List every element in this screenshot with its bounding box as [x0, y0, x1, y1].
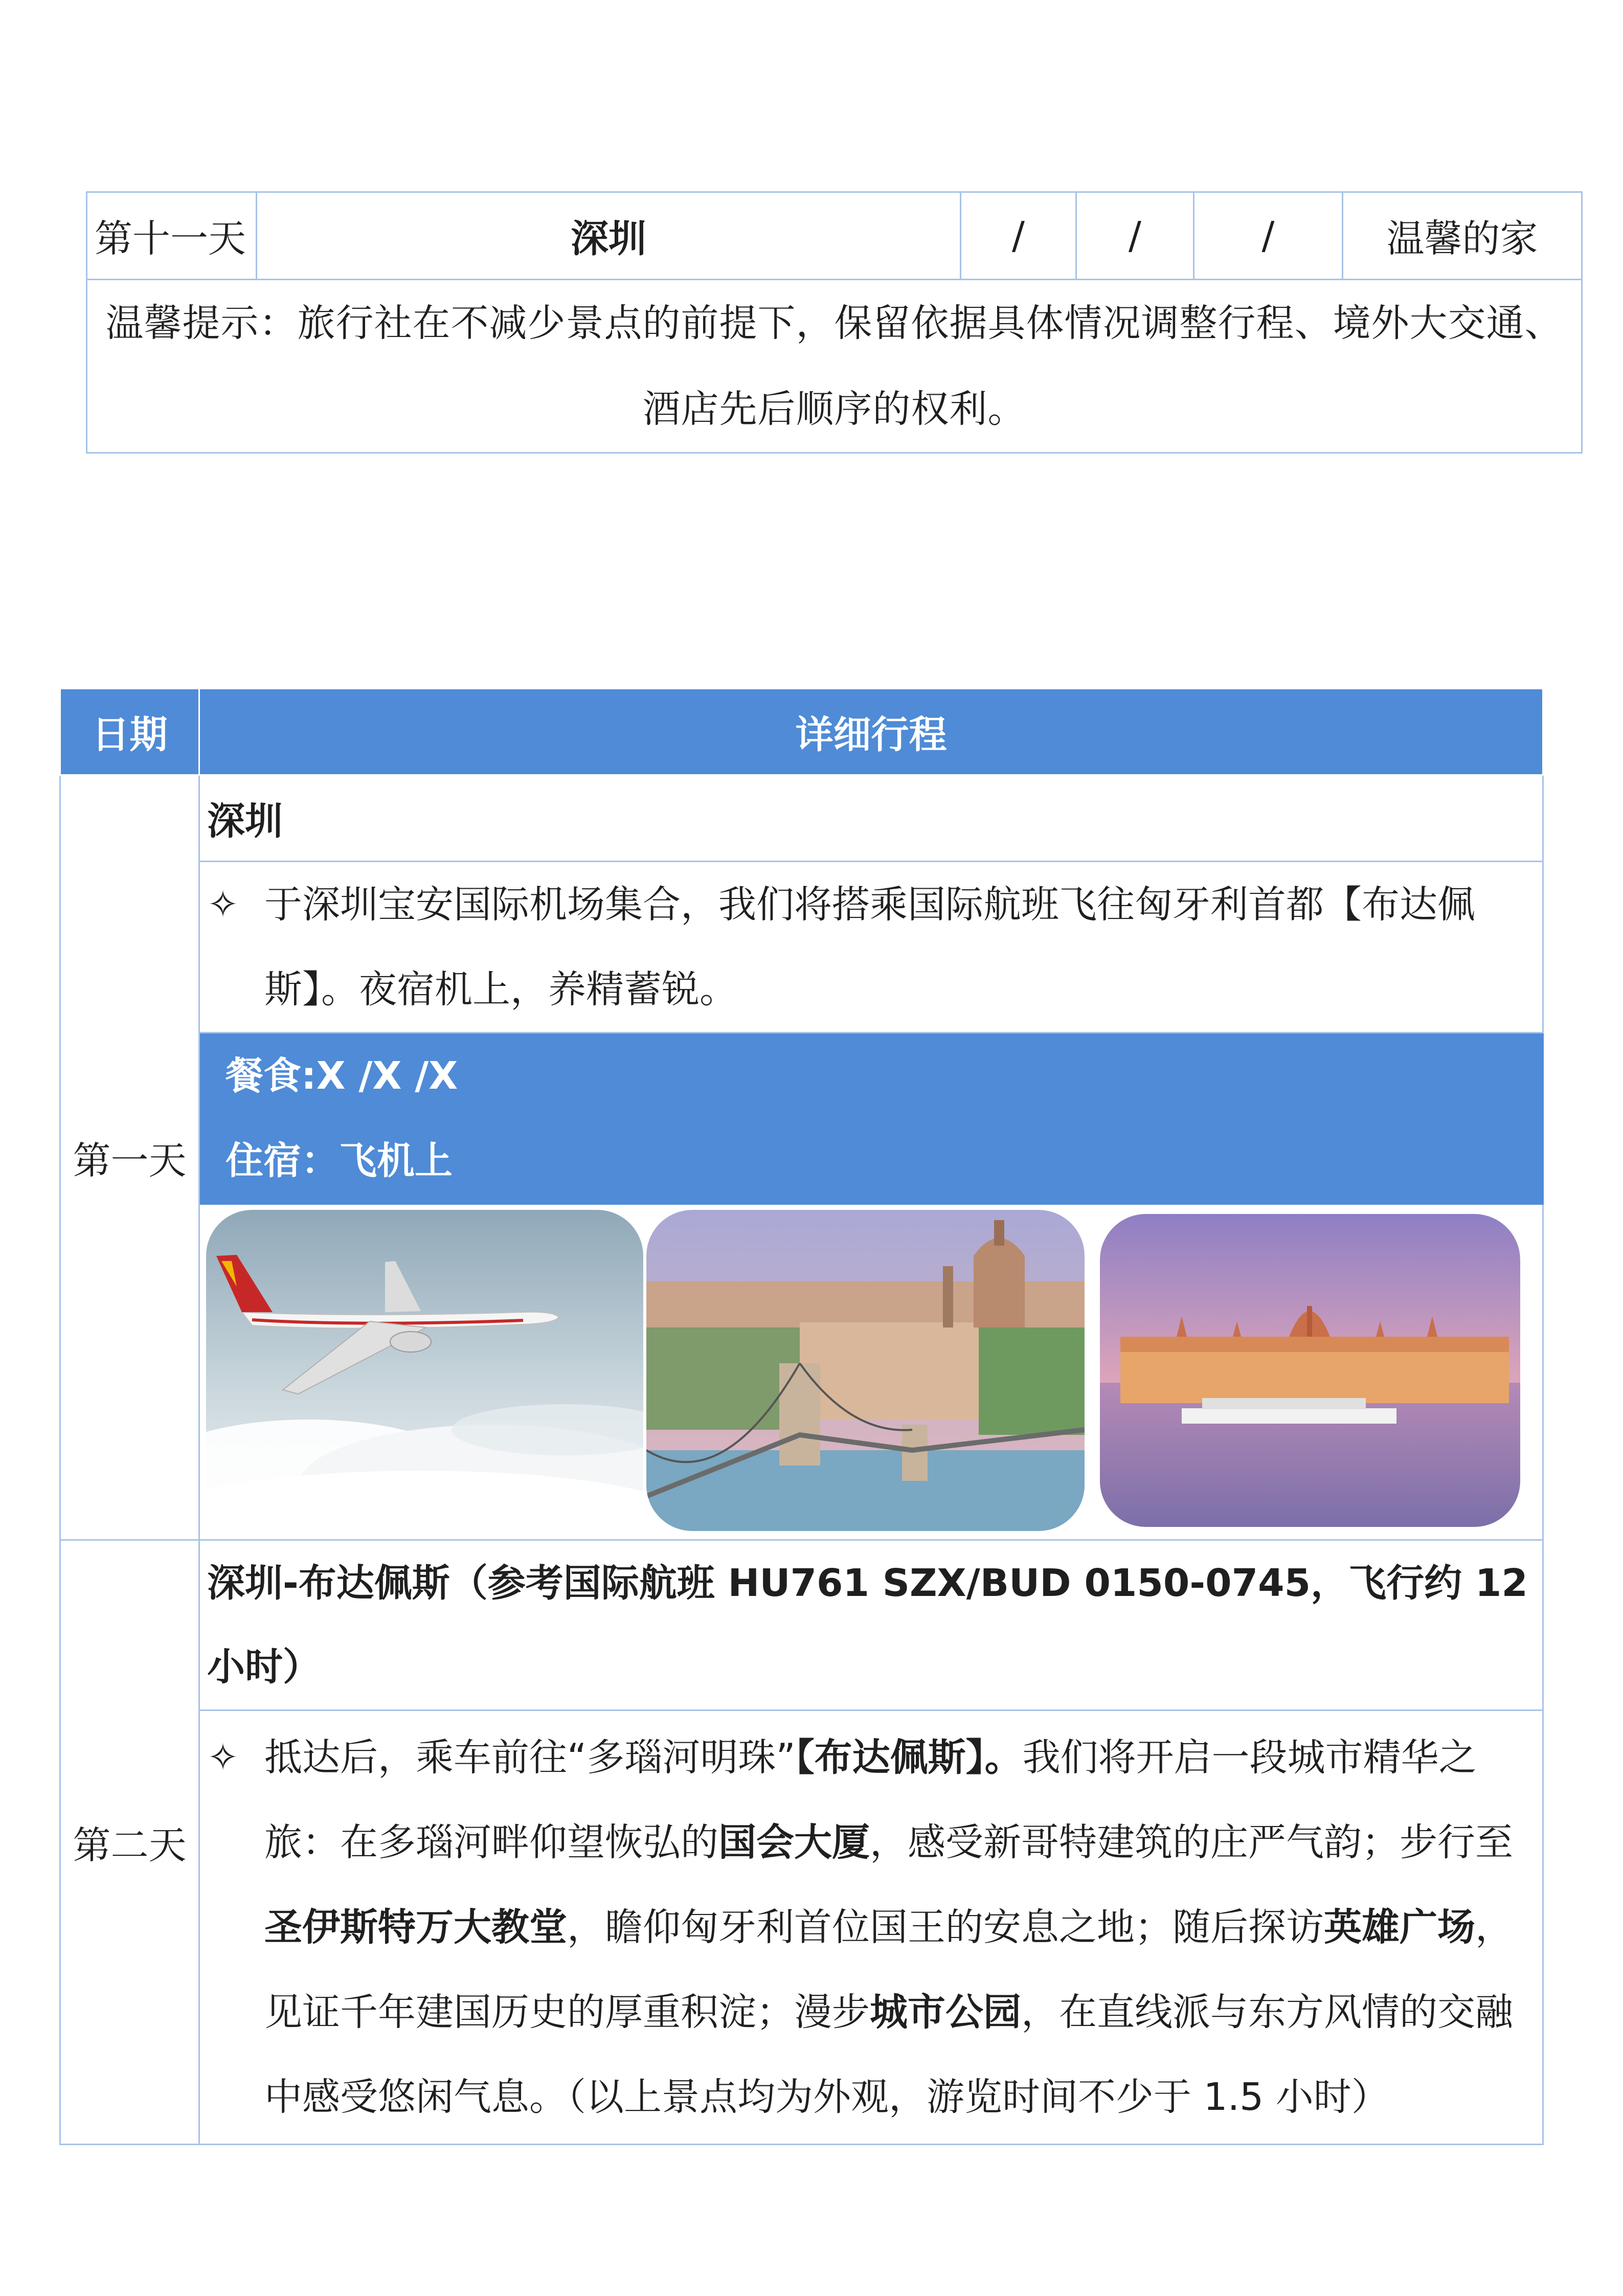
airplane-photo — [206, 1210, 643, 1531]
date-header: 日期 — [60, 689, 199, 775]
day1-photos-row — [60, 1204, 1543, 1540]
hotel-cell: 温馨的家 — [1343, 192, 1582, 280]
day1-lodging: 住宿：飞机上 — [226, 1139, 453, 1183]
dinner-cell: / — [1194, 192, 1343, 280]
previous-day-table — [86, 191, 1583, 454]
desc-text: ，感受新哥特建筑的庄严气韵；步行至 — [870, 1820, 1513, 1864]
bullet-star-icon: ✧ — [207, 1736, 239, 1780]
desc-text: 抵达后，乘车前往“多瑙河明珠” — [264, 1736, 796, 1780]
day1-title-row — [60, 775, 1543, 862]
parliament-photo — [1100, 1214, 1520, 1527]
desc-text: 我们将开启一段城市精华之旅：在多瑙河畔仰望恢弘的 — [264, 1736, 1477, 1864]
day2-label: 第二天 — [60, 1540, 199, 2145]
day2-description — [264, 1715, 1533, 2140]
parliament-highlight: 国会大厦 — [718, 1820, 870, 1864]
day1-description: 于深圳宝安国际机场集合，我们将搭乘国际航班飞往匈牙利首都【布达佩斯】。夜宿机上，养精蓄锐。 — [264, 883, 1475, 1011]
tip-row — [87, 280, 1582, 453]
bullet-star-icon: ✧ — [207, 883, 239, 927]
day1-desc-cell — [199, 862, 1543, 1033]
budapest-highlight: 【布达佩斯】。 — [795, 1736, 1023, 1780]
desc-text: ，瞻仰匈牙利首位国王的安息之地；随后探访 — [567, 1905, 1324, 1949]
city-park-highlight: 城市公园 — [870, 1990, 1021, 2034]
day1-desc-row — [60, 862, 1543, 1033]
day2-desc-cell — [199, 1710, 1543, 2145]
day-label: 第十一天 — [87, 192, 257, 280]
day2-title-row — [60, 1540, 1543, 1710]
city-label: 深圳 — [257, 192, 961, 280]
day1-meal-row — [60, 1033, 1543, 1204]
travel-tip: 温馨提示：旅行社在不减少景点的前提下，保留依据具体情况调整行程、境外大交通、酒店先后顺序的权利。 — [87, 280, 1582, 453]
day1-title: 深圳 — [199, 775, 1543, 862]
heroes-square-highlight: 英雄广场 — [1324, 1905, 1475, 1949]
day2-title: 深圳-布达佩斯（参考国际航班 HU761 SZX/BUD 0150-0745，飞行约 12 小时） — [199, 1540, 1543, 1710]
budapest-chain-bridge-photo — [646, 1210, 1085, 1531]
day-eleven-row — [87, 192, 1582, 280]
desc-text: ，在直线派与东方风情的交融中感受悠闲气息。（以上景点均为外观，游览时间不少于 1.5 小时） — [264, 1990, 1513, 2119]
day1-meal-cell — [199, 1033, 1543, 1204]
detail-header: 详细行程 — [199, 689, 1543, 775]
table-header-row — [60, 689, 1543, 775]
day1-label: 第一天 — [60, 775, 199, 1540]
basilica-highlight: 圣伊斯特万大教堂 — [264, 1905, 567, 1949]
desc-text: ，见证千年建国历史的厚重积淀；漫步 — [264, 1905, 1513, 2034]
day1-meal: 餐食:X /X /X — [226, 1054, 458, 1098]
lunch-cell: / — [1076, 192, 1194, 280]
itinerary-table — [59, 688, 1544, 2145]
day1-photos-cell — [199, 1204, 1543, 1540]
day2-desc-row — [60, 1710, 1543, 2145]
breakfast-cell: / — [961, 192, 1076, 280]
